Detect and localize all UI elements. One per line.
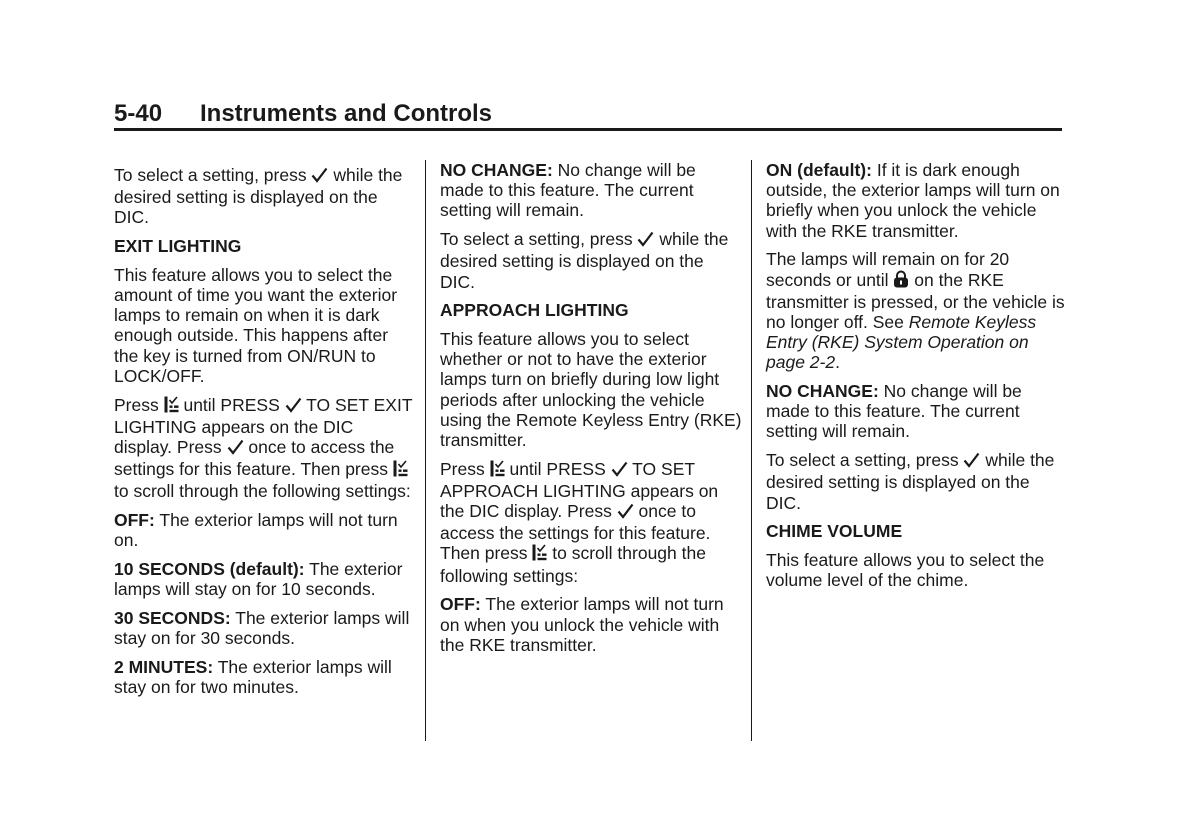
option-label: NO CHANGE:	[766, 381, 879, 402]
checkmark-icon	[611, 461, 628, 481]
column-1	[114, 165, 416, 706]
option-text: If it is dark enough outside, the exterior lamps will turn on briefly when you unlock the vehicle with the RKE transmitter.	[766, 160, 1060, 241]
option-label: 2 MINUTES:	[114, 656, 214, 677]
text: TO SET EXIT LIGHTING appears on the DIC display. Press	[114, 394, 413, 457]
option-label: 10 SECONDS (default):	[114, 558, 305, 579]
vehicle-info-menu-icon	[490, 460, 505, 481]
paragraph	[114, 395, 416, 502]
text: .	[835, 352, 840, 373]
page-number: 5-40	[114, 100, 163, 127]
text: while the desired setting is displayed on the DIC.	[114, 165, 403, 228]
cross-reference: Remote Keyless Entry (RKE) System Operation on page 2-2	[766, 311, 1037, 373]
text: To select a setting, press	[766, 450, 964, 471]
vehicle-info-menu-icon	[393, 460, 408, 481]
text: on the RKE transmitter is pressed, or the vehicle is no longer off. See	[766, 269, 1065, 332]
text: until PRESS	[178, 394, 285, 415]
text: Press	[440, 458, 490, 479]
option-label: ON (default):	[766, 160, 872, 180]
option-label: NO CHANGE:	[440, 160, 553, 180]
option-label: OFF:	[440, 594, 481, 615]
checkmark-icon	[227, 439, 244, 459]
checkmark-icon	[285, 397, 302, 417]
setting-option	[114, 608, 416, 648]
setting-option	[440, 160, 742, 221]
page-header	[114, 100, 1062, 132]
page-title: Instruments and Controls	[200, 100, 493, 127]
paragraph	[114, 165, 416, 228]
section-heading: CHIME VOLUME	[766, 521, 903, 542]
text: to scroll through the following settings:	[114, 481, 411, 502]
option-label: OFF:	[114, 510, 155, 531]
setting-option	[766, 160, 1068, 241]
text: The lamps will remain on for 20 seconds or until	[766, 249, 1010, 290]
checkmark-icon	[617, 503, 634, 523]
lock-icon	[893, 270, 909, 292]
option-text: No change will be made to this feature. The current setting will remain.	[440, 160, 696, 221]
paragraph	[440, 459, 742, 586]
vehicle-info-menu-icon	[532, 544, 547, 565]
paragraph	[766, 450, 1068, 513]
option-text: The exterior lamps will stay on for 10 seconds.	[114, 558, 403, 600]
text: To select a setting, press	[440, 229, 638, 250]
setting-option	[766, 381, 1068, 442]
text: once to access the settings for this feature. Then press	[114, 436, 395, 480]
header-rule	[114, 128, 1062, 131]
option-text: The exterior lamps will not turn on.	[114, 510, 398, 551]
column-2	[440, 160, 742, 663]
text: Press	[114, 394, 164, 415]
option-text: The exterior lamps will stay on for 30 seconds.	[114, 607, 410, 649]
paragraph: This feature allows you to select the volume level of the chime.	[766, 549, 1045, 591]
text: to scroll through the following settings:	[440, 543, 706, 586]
text: while the desired setting is displayed on the DIC.	[766, 450, 1055, 513]
checkmark-icon	[963, 452, 980, 472]
text: while the desired setting is displayed on the DIC.	[440, 229, 729, 292]
text: TO SET APPROACH LIGHTING appears on the DIC display. Press	[440, 458, 719, 522]
setting-option	[114, 510, 416, 550]
option-text: No change will be made to this feature. The current setting will remain.	[766, 381, 1022, 442]
setting-option	[114, 657, 416, 697]
vehicle-info-menu-icon	[164, 396, 179, 417]
text: To select a setting, press	[114, 165, 312, 185]
paragraph: This feature allows you to select whether or not to have the exterior lamps turn on briefly during low light periods after unlocking the vehicle using the Remote Keyless Entry (RKE) transmitter.	[440, 328, 742, 450]
paragraph	[440, 229, 742, 292]
text: once to access the settings for this feature. Then press	[440, 501, 711, 564]
checkmark-icon	[311, 167, 328, 187]
option-text: The exterior lamps will stay on for two minutes.	[114, 656, 392, 697]
option-text: The exterior lamps will not turn on when you unlock the vehicle with the RKE transmitter.	[440, 594, 724, 655]
text: until PRESS	[504, 458, 611, 479]
paragraph	[766, 249, 1068, 372]
column-3	[766, 160, 1068, 599]
setting-option	[440, 594, 742, 655]
setting-option	[114, 559, 416, 599]
paragraph: This feature allows you to select the amount of time you want the exterior lamps to remain on when it is dark enough outside. This happens after the key is turned from ON/RUN to LOCK/OFF.	[114, 264, 398, 386]
section-heading: APPROACH LIGHTING	[440, 300, 629, 321]
checkmark-icon	[637, 231, 654, 251]
option-label: 30 SECONDS:	[114, 607, 231, 628]
column-divider-1	[425, 160, 426, 741]
section-heading: EXIT LIGHTING	[114, 236, 242, 257]
column-divider-2	[751, 160, 752, 741]
